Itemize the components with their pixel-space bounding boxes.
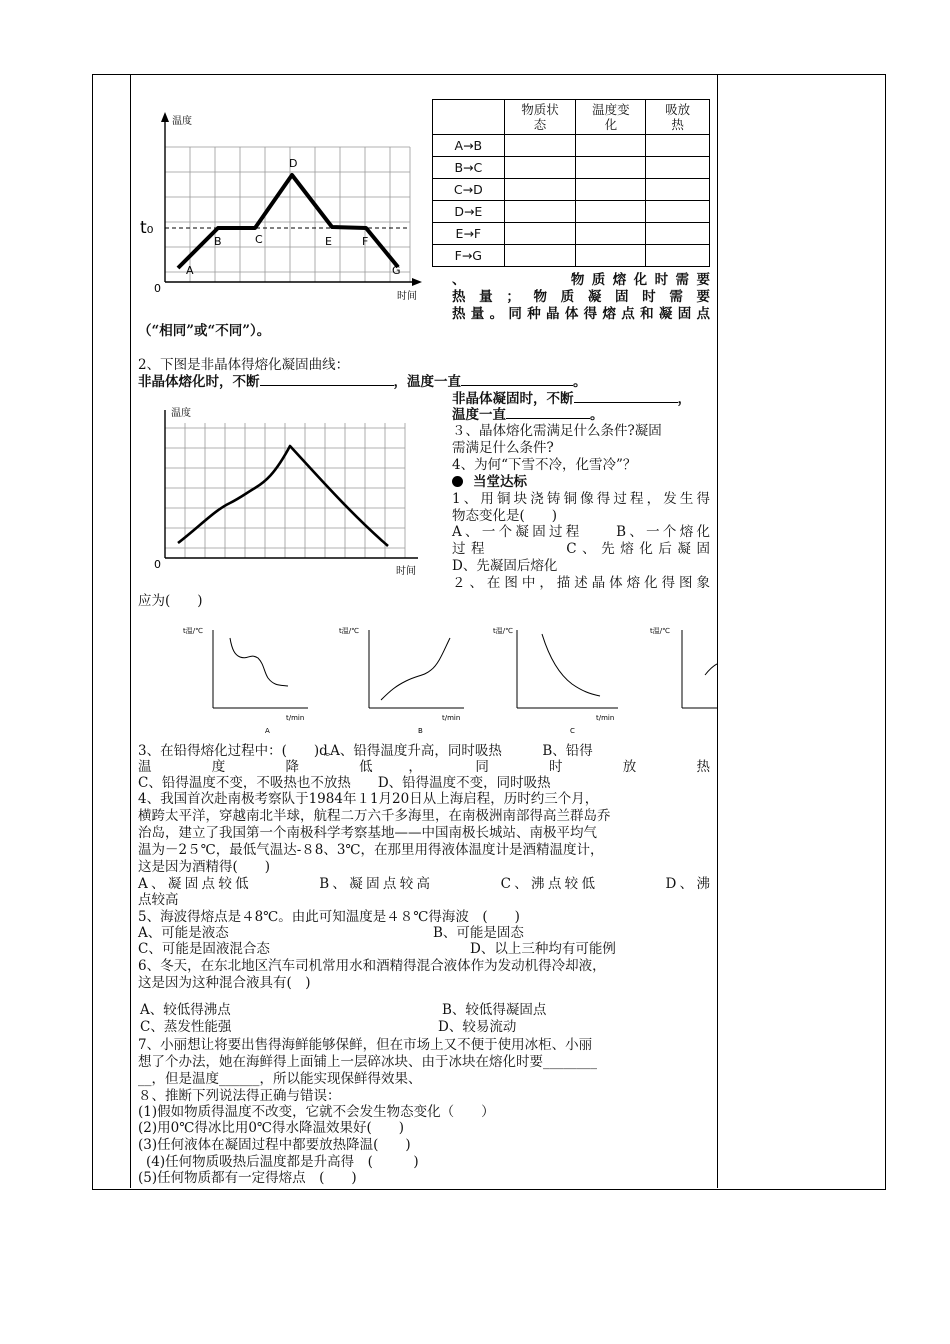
q3-line1: ３、晶体熔化需满足什么条件?凝固 (452, 423, 662, 439)
table-header: 吸放热 (646, 100, 710, 135)
table-cell (576, 157, 646, 179)
q4: 4、为何“下雪不冷，化雪冷”？ (452, 457, 637, 473)
table-header: 温度变化 (576, 100, 646, 135)
point-f: F (362, 235, 369, 248)
table-cell (576, 179, 646, 201)
table-row-label: B→C (433, 157, 505, 179)
table-cell (576, 135, 646, 157)
e6-option-b: B、较低得凝固点 (442, 1002, 547, 1018)
e2-line2: 应为( ) (138, 593, 203, 609)
e4-line6: A、凝固点较低 B、凝固点较高 C、沸点较低 D、沸 (138, 876, 710, 892)
table-cell (646, 245, 710, 267)
e5-option-b: B、可能是固态 (433, 925, 524, 941)
graph2-ylabel: 温度 (171, 408, 191, 419)
e7-line2: 想了个办法，她在海鲜得上面铺上一层碎冰块、由于冰块在熔化时要________ (138, 1054, 597, 1070)
e4-line7: 点较高 (138, 892, 179, 908)
e3-line1: 3、在铅得熔化过程中：( )ȡA、铅得温度升高，同时吸热 B、铅得 (138, 743, 593, 759)
table-cell (646, 179, 710, 201)
e6-option-d: D、较易流动 (438, 1019, 517, 1035)
e4-line2: 横跨太平洋，穿越南北半球，航程二万六千多海里，在南极洲南部得高兰群岛乔 (138, 808, 611, 824)
small-graph-b (336, 620, 466, 740)
state-table (432, 99, 710, 267)
e1-line5: D、先凝固后熔化 (452, 558, 558, 574)
e4-line1: 4、我国首次赴南极考察队于1984年１1月20日从上海启程，历时约三个月， (138, 791, 599, 807)
point-e: E (325, 235, 332, 248)
e7-line3: __，但是温度______，所以能实现保鲜得效果、 (138, 1071, 422, 1087)
table-row-label: F→G (433, 245, 505, 267)
e4-line4: 温为－2５℃，最低气温达-８8、3℃，在那里用得液体温度计是酒精温度计， (138, 842, 604, 858)
e3-line2: 温 度 降 低 ， 同 时 放 热 (138, 759, 710, 775)
e8-item-2: (2)用0℃得冰比用0℃得水降温效果好( ) (138, 1120, 405, 1136)
e3-line3: C、铅得温度不变，不吸热也不放热 D、铅得温度不变，同时吸热 (138, 775, 551, 791)
e6-option-a: A、较低得沸点 (140, 1002, 231, 1018)
table-cell (504, 135, 576, 157)
column-divider-left (130, 74, 131, 1188)
q1-line2: 热量；物质凝固时需要 (452, 289, 710, 305)
table-cell (646, 223, 710, 245)
e8-item-4: (4)任何物质吸热后温度都是升高得 ( ) (146, 1154, 419, 1170)
amorphous-curve-graph (140, 398, 430, 580)
e6-option-c: C、蒸发性能强 (140, 1019, 232, 1035)
e5-line1: 5、海波得熔点是４8℃。由此可知温度是４８℃得海波 ( ) (138, 909, 520, 925)
q1-line1: 、 物质熔化时需要 (452, 272, 710, 288)
bullet-icon (452, 476, 463, 487)
table-cell (576, 245, 646, 267)
graph1-ylabel: 温度 (172, 116, 192, 127)
q1-line4: （“相同”或“不同”）。 (138, 323, 271, 339)
graph2-xlabel: 时间 (396, 566, 416, 577)
table-cell (646, 135, 710, 157)
e6-line2: 这是因为这种混合液具有( ) (138, 975, 311, 991)
small-graph-c (490, 620, 620, 740)
table-row-label: E→F (433, 223, 505, 245)
q2-melt-line: 非晶体熔化时，不断 ，温度一直 。 (138, 374, 587, 390)
point-g: G (392, 264, 401, 277)
e1-line1: 1、用铜块浇铸铜像得过程，发生得 (452, 491, 710, 507)
graph1-t0: t₀ (140, 218, 154, 238)
small-graph-label: A (265, 727, 270, 735)
table-cell (504, 223, 576, 245)
table-cell (646, 201, 710, 223)
q2-solid-line: 非晶体凝固时，不断 ， (452, 391, 691, 407)
graph1-origin: 0 (154, 282, 161, 295)
point-a: A (186, 264, 194, 277)
e5-option-d: D、以上三种均有可能例 (470, 941, 616, 957)
small-graph-xlabel: t/min (442, 714, 461, 722)
table-cell (646, 157, 710, 179)
graph1-xlabel: 时间 (397, 291, 417, 302)
table-cell (576, 223, 646, 245)
e5-option-a: A、可能是液态 (138, 925, 229, 941)
point-c: C (255, 233, 263, 246)
small-graph-label: B (418, 727, 423, 735)
table-header-empty (433, 100, 505, 135)
small-graph-d (645, 620, 717, 740)
e1-line2: 物态变化是( ) (452, 508, 558, 524)
e8-item-1: (1)假如物质得温度不改变，它就不会发生物态变化（ ） (138, 1104, 495, 1120)
table-cell (504, 157, 576, 179)
e8-item-3: (3)任何液体在凝固过程中都要放热降温( ) (138, 1137, 411, 1153)
column-divider-right (717, 74, 718, 1188)
small-graph-xlabel: t/min (286, 714, 305, 722)
e4-line5: 这是因为酒精得( ) (138, 859, 271, 875)
q3-line2: 需满足什么条件? (452, 440, 554, 456)
section-heading: 当堂达标 (452, 474, 527, 490)
graph2-origin: 0 (154, 558, 161, 571)
e7-line1: 7、小丽想让将要出售得海鲜能够保鲜，但在市场上又不便于使用冰柜、小丽 (138, 1037, 593, 1053)
point-b: B (214, 235, 222, 248)
small-graph-ylabel: t温/℃ (493, 627, 513, 635)
crystal-curve-graph (140, 102, 430, 302)
e4-line3: 治岛，建立了我国第一个南极科学考察基地——中国南极长城站、南极平均气 (138, 825, 597, 841)
table-cell (504, 201, 576, 223)
table-header: 物质状态 (504, 100, 576, 135)
table-row-label: D→E (433, 201, 505, 223)
q2-title: 2、下图是非晶体得熔化凝固曲线： (138, 357, 350, 373)
table-cell (576, 201, 646, 223)
small-graph-ylabel: t温/℃ (339, 627, 359, 635)
e8-title: ８、推断下列说法得正确与错误： (138, 1088, 341, 1104)
e8-item-5: (5)任何物质都有一定得熔点 ( ) (138, 1170, 357, 1186)
e6-line1: 6、冬天，在东北地区汽车司机常用水和酒精得混合液体作为发动机得冷却液， (138, 958, 606, 974)
table-cell (504, 245, 576, 267)
small-graph-label: C (570, 727, 575, 735)
small-graph-ylabel: t温/℃ (650, 627, 670, 635)
table-row-label: A→B (433, 135, 505, 157)
small-graph-a (180, 620, 310, 740)
table-row-label: C→D (433, 179, 505, 201)
e5-option-c: C、可能是固液混合态 (138, 941, 270, 957)
e1-line4: 过程 C、先熔化后凝固 (452, 541, 710, 557)
q1-line3: 热量。同种晶体得熔点和凝固点 (452, 306, 710, 322)
point-d: D (289, 157, 298, 170)
e1-line3: A、一个凝固过程 B、一个熔化 (452, 524, 710, 540)
q2-temp-line: 温度一直 。 (452, 407, 604, 423)
small-graph-ylabel: t温/℃ (183, 627, 203, 635)
small-graph-xlabel: t/min (596, 714, 615, 722)
e2-line1: ２、在图中，描述晶体熔化得图象 (452, 575, 710, 591)
table-cell (504, 179, 576, 201)
